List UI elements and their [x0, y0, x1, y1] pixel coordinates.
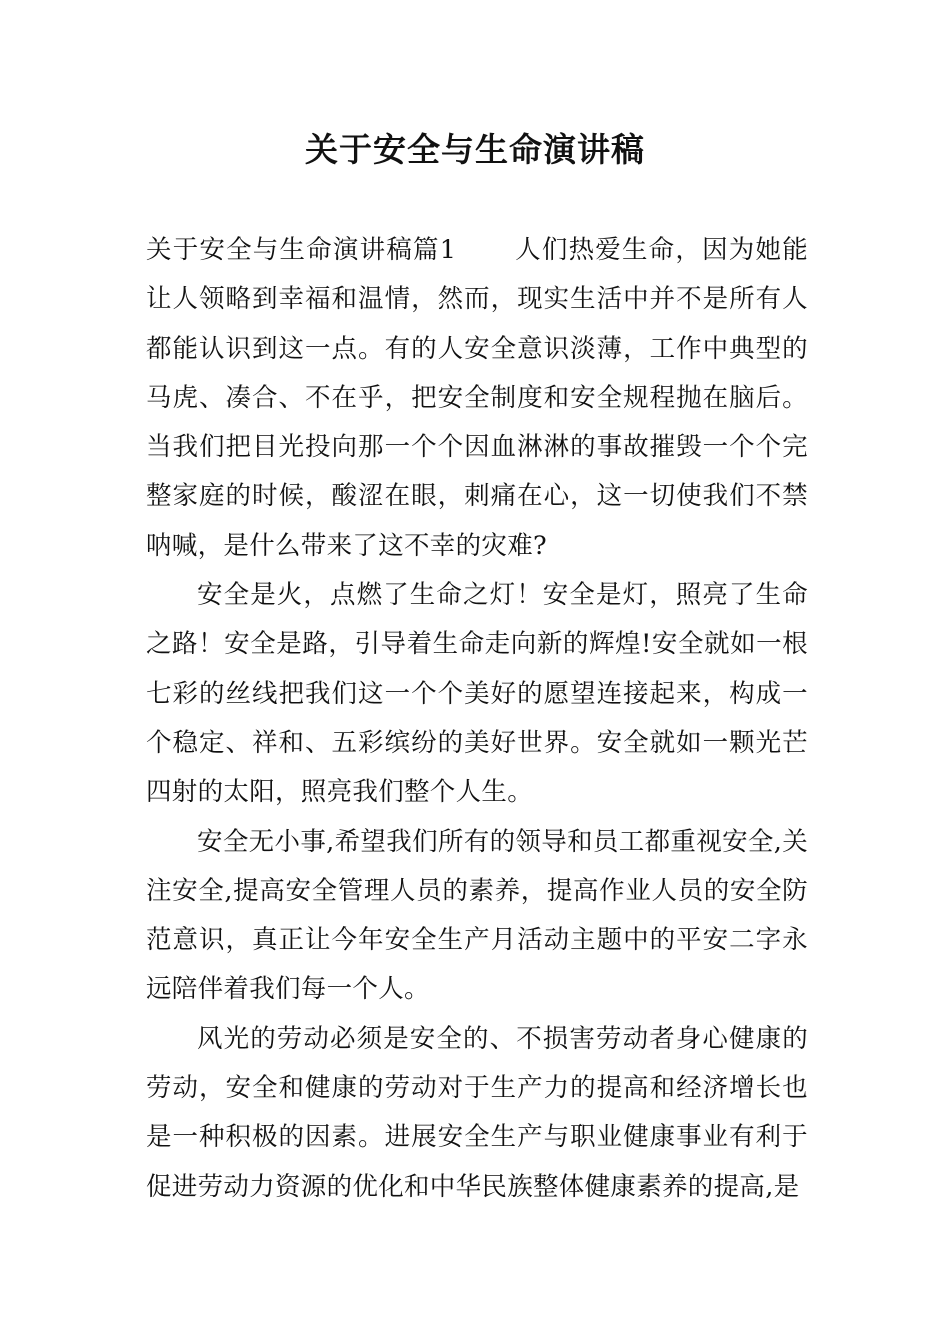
paragraph-1-text: 人们热爱生命，因为她能让人领略到幸福和温情，然而，现实生活中并不是所有人都能认识到这一点。有的人安全意识淡薄，工作中典型的马虎、凑合、不在乎，把安全制度和安全规程抛在脑后。当我们把目光投向那一个个因血淋淋的事故摧毁一个个完整家庭的时候，酸涩在眼，刺痛在心，这一切使我们不禁呐喊，是什么带来了这不幸的灾难? — [146, 235, 808, 561]
document-body — [146, 226, 808, 1212]
paragraph-4: 风光的劳动必须是安全的、不损害劳动者身心健康的劳动，安全和健康的劳动对于生产力的提高和经济增长也是一种积极的因素。进展安全生产与职业健康事业有利于促进劳动力资源的优化和中华民族整体健康素养的提高,是 — [146, 1023, 808, 1202]
paragraph-2: 安全是火，点燃了生命之灯！安全是灯，照亮了生命之路！安全是路，引导着生命走向新的辉煌!安全就如一根七彩的丝线把我们这一个个美好的愿望连接起来，构成一个稳定、祥和、五彩缤纷的美好世界。安全就如一颗光芒四射的太阳，照亮我们整个人生。 — [146, 580, 808, 808]
paragraph-3: 安全无小事,希望我们所有的领导和员工都重视安全,关注安全,提高安全管理人员的素养，提高作业人员的安全防范意识，真正让今年安全生产月活动主题中的平安二字永远陪伴着我们每一个人。 — [146, 826, 808, 1005]
document-title: 关于安全与生命演讲稿 — [305, 130, 645, 169]
paragraph-1 — [146, 226, 808, 571]
section-heading: 关于安全与生命演讲稿篇1 — [146, 235, 457, 265]
